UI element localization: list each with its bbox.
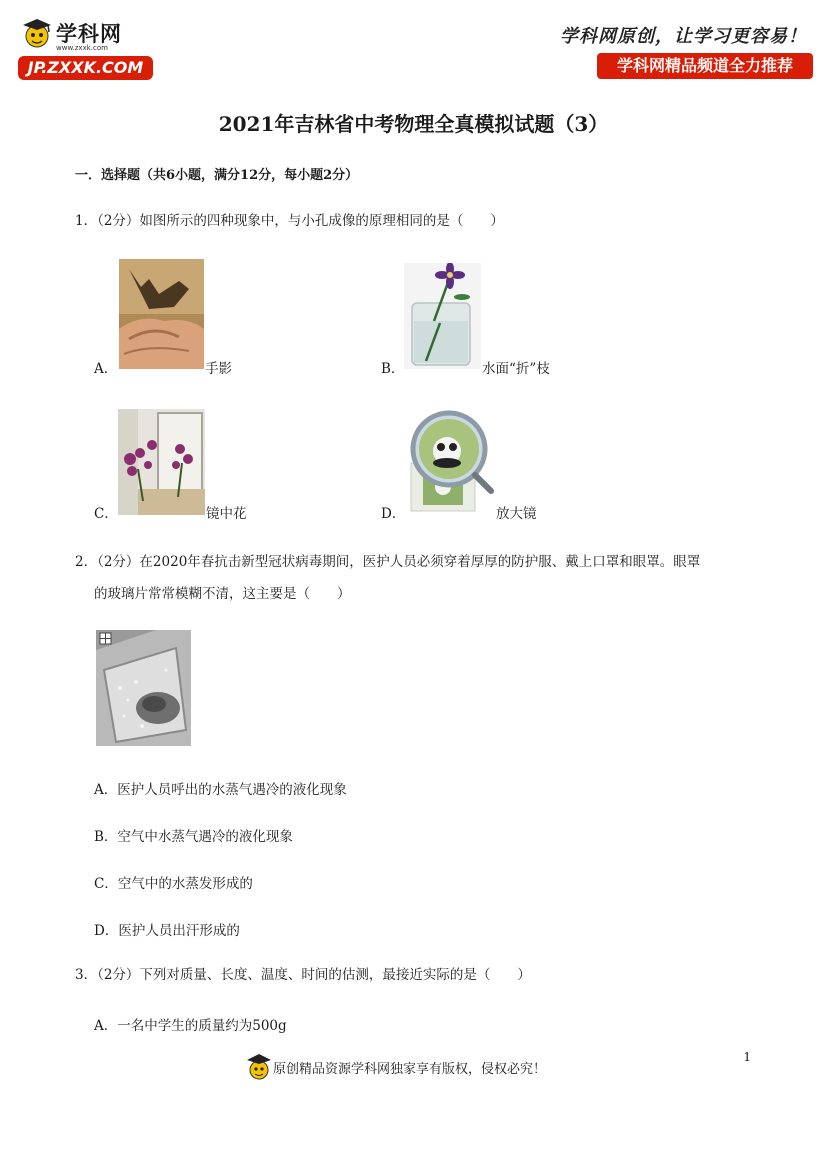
question-1-stem: 1．（2分）如图所示的四种现象中，与小孔成像的原理相同的是（ ） [75, 213, 504, 229]
question-2-stem-line-1: 2．（2分）在2020年春抗击新型冠状病毒期间，医护人员必须穿着厚厚的防护服、戴上口罩和眼罩。眼罩 [75, 554, 701, 570]
magnifying-glass-image [405, 405, 495, 515]
q2-option-b: B．空气中水蒸气遇冷的液化现象 [94, 829, 293, 845]
header-promo-band[interactable]: 学科网精品频道全力推荐 [597, 53, 813, 79]
q2-option-c: C．空气中的水蒸发形成的 [94, 876, 253, 892]
fogged-goggles-image [96, 630, 191, 746]
bent-stem-in-water-image [404, 263, 481, 369]
q2-option-a: A．医护人员呼出的水蒸气遇冷的液化现象 [94, 782, 347, 798]
page-title: 2021年吉林省中考物理全真模拟试题（3） [218, 112, 609, 136]
header-slogan: 学科网原创，让学习更容易！ [560, 26, 807, 47]
q1-option-b-letter: B． [381, 361, 405, 377]
question-2-stem-line-2: 的玻璃片常常模糊不清，这主要是（ ） [94, 586, 351, 602]
q1-option-c-letter: C． [94, 506, 118, 522]
q1-option-b-label-text: 水面“折”枝 [482, 361, 550, 377]
q1-option-a-letter: A． [94, 361, 118, 377]
q1-option-d-letter: D． [381, 506, 406, 522]
q3-option-a: A．一名中学生的质量约为500g [94, 1018, 287, 1034]
q1-option-a-label: 手影 [205, 361, 232, 377]
q1-option-d-label: 放大镜 [496, 506, 537, 522]
logo-text: 学科网 [56, 22, 122, 46]
logo-band[interactable]: JP.ZXXK.COM [18, 56, 153, 80]
page-number: 1 [743, 1050, 751, 1064]
footer-copyright: 原创精品资源学科网独家享有版权，侵权必究！ [273, 1062, 547, 1077]
mascot-icon [245, 1050, 273, 1084]
question-3-stem: 3．（2分）下列对质量、长度、温度、时间的估测，最接近实际的是（ ） [75, 967, 531, 983]
hand-shadow-image [119, 259, 204, 369]
logo-url: www.zxxk.com [56, 44, 108, 52]
site-logo [18, 14, 158, 84]
flower-in-mirror-image [118, 409, 205, 515]
footer [245, 1050, 585, 1086]
section-heading: 一．选择题（共6小题，满分12分，每小题2分） [75, 168, 359, 183]
q1-option-c-label: 镜中花 [206, 506, 247, 522]
mascot-icon [20, 16, 54, 50]
q2-option-d: D．医护人员出汗形成的 [94, 923, 240, 939]
